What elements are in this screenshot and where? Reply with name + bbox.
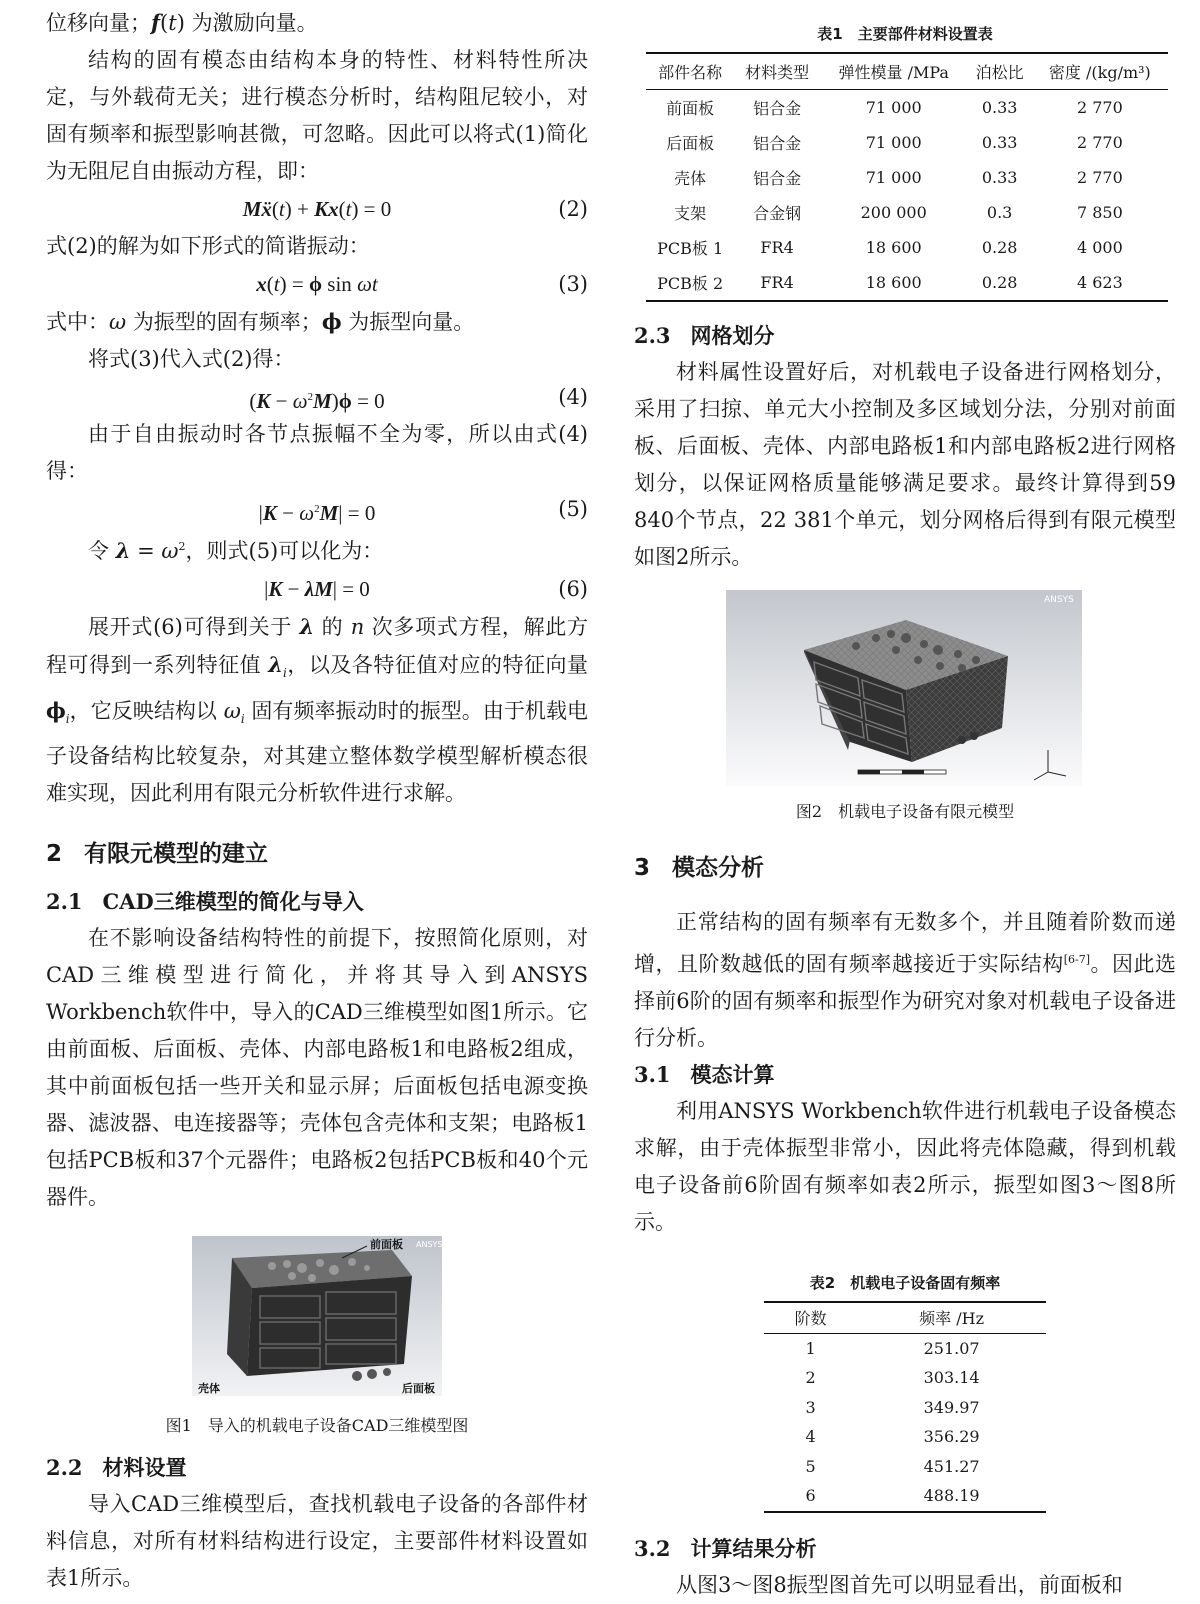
cad-model-image xyxy=(192,1236,442,1396)
table-cell: 1 xyxy=(805,1338,816,1358)
citation-ref: [6-7] xyxy=(1063,953,1091,966)
paragraph-12: 利用ANSYS Workbench软件进行机载电子设备模态求解，由于壳体振型非常小，因此将壳体隐藏，得到机载电子设备前6阶固有频率如表2所示，振型如图3～图8所示。 xyxy=(634,1099,1176,1234)
table-cell: 0.28 xyxy=(981,238,1018,257)
table-cell: 6 xyxy=(805,1486,816,1506)
label-shell: 壳体 xyxy=(198,1382,220,1396)
table-1-header: 密度 /(kg/m³) xyxy=(1048,63,1151,82)
paragraph-2: 式(2)的解为如下形式的简谐振动： xyxy=(46,234,370,258)
paragraph-10: 材料属性设置好后，对机载电子设备进行网格划分，采用了扫掠、单元大小控制及多区域划分法，分别对前面板、后面板、壳体、内部电路板1和内部电路板2进行网格划分，以保证网格质量能够满足要求。最终计算得到59 840个节点，22 381个单元，划分网格后得到有限元模型如图2所示。 xyxy=(634,360,1176,569)
table-row xyxy=(764,1452,1046,1482)
table-row xyxy=(764,1363,1046,1393)
table-cell: FR4 xyxy=(760,273,794,292)
subsection-2-2-heading: 2.2 材料设置 xyxy=(46,1455,187,1481)
table-row xyxy=(646,230,1168,265)
table-cell: PCB板 2 xyxy=(657,274,724,293)
table-cell: 71 000 xyxy=(865,168,922,187)
paragraph-6: 令 $\lambda = \omega^2$，则式(5)可以化为： xyxy=(88,538,384,563)
equation-2: Mẍ(t) + Kx(t) = 0 (2) xyxy=(242,197,588,221)
paragraph-13: 从图3～图8振型图首先可以明显看出，前面板和 xyxy=(676,1572,1123,1597)
subsection-3-1-heading: 3.1 模态计算 xyxy=(634,1062,775,1087)
equation-5: $|K - \omega^2M| = 0$ (5) xyxy=(258,497,588,525)
table-1-caption: 表1 主要部件材料设置表 xyxy=(817,25,993,43)
table-cell: 71 000 xyxy=(865,98,922,117)
section-2-heading: 2 有限元模型的建立 xyxy=(46,841,269,868)
figure-2-caption: 图2 机载电子设备有限元模型 xyxy=(795,802,1015,821)
table-cell: 0.33 xyxy=(981,133,1018,152)
table-cell: 2 xyxy=(805,1368,816,1388)
table-cell: 251.07 xyxy=(923,1338,980,1358)
table-cell: 5 xyxy=(805,1456,816,1476)
table-cell: 前面板 xyxy=(666,99,715,118)
paragraph-7: 展开式(6)可得到关于 λ 的 n 次多项式方程，解此方程可得到一系列特征值 $\lambda_i$，以及各特征值对应的特征向量 $\phi_i$，它反映结构以 $\omega_i$ 固有频率振动时的振型。由于机载电子设备结构比较复杂，对其建立整体数学模型解析模态很难实现，因此利用有限元分析软件进行求解。 xyxy=(46,614,589,806)
table-cell: PCB板 1 xyxy=(657,239,724,258)
table-cell: 0.3 xyxy=(986,203,1013,222)
table-1-header: 材料类型 xyxy=(745,63,810,82)
paragraph-4: 将式(3)代入式(2)得： xyxy=(88,347,295,371)
paragraph-1: 结构的固有模态由结构本身的特性、材料特性所决定，与外载荷无关；进行模态分析时，结构阻尼较小，对固有频率和振型影响甚微，可忽略。因此可以将式(1)简化为无阻尼自由振动方程，即： xyxy=(46,48,588,183)
paragraph-8: 在不影响设备结构特性的前提下，按照简化原则，对CAD三维模型进行简化，并将其导入到ANSYS Workbench软件中，导入的CAD三维模型如图1所示。它由前面板、后面板、壳体、内部电路板1和电路板2组成，其中前面板包括一些开关和显示屏；后面板包括电源变换器、滤波器、电连接器等；壳体包含壳体和支架；电路板1包括PCB板和37个元器件；电路板2包括PCB板和40个元器件。 xyxy=(46,926,588,1210)
subsection-2-1-heading: 2.1 CAD三维模型的简化与导入 xyxy=(46,889,364,915)
table-row xyxy=(764,1333,1046,1363)
label-front-panel: 前面板 xyxy=(370,1238,403,1252)
table-1-header: 泊松比 xyxy=(975,63,1024,82)
subsection-3-2-heading: 3.2 计算结果分析 xyxy=(634,1535,817,1561)
table-cell: 壳体 xyxy=(674,169,707,188)
equation-6: |K − λM| = 0 (6) xyxy=(264,577,588,601)
equation-4: $(K - \omega^2M)\phi = 0$ (4) xyxy=(249,385,588,413)
table-cell: 18 600 xyxy=(865,238,922,257)
table-row xyxy=(646,160,1168,195)
table-cell: 支架 xyxy=(674,204,707,223)
paragraph-intro: 位移向量；f(t) 为激励向量。 xyxy=(46,10,318,35)
table-1-header: 部件名称 xyxy=(658,63,723,82)
table-2-header-row xyxy=(764,1302,1046,1333)
table-cell: 0.33 xyxy=(981,168,1018,187)
table-1-header: 弹性模量 /MPa xyxy=(838,63,949,82)
paragraph-3: 式中：ω 为振型的固有频率；ϕ 为振型向量。 xyxy=(46,309,475,334)
table-cell: 2 770 xyxy=(1076,133,1123,152)
table-2 xyxy=(764,1301,1046,1513)
table-row xyxy=(646,125,1168,160)
table-cell: 4 623 xyxy=(1076,273,1123,292)
table-cell: 303.14 xyxy=(923,1368,980,1388)
table-cell: 356.29 xyxy=(923,1427,980,1447)
table-cell: 2 770 xyxy=(1076,98,1123,117)
figure-1-caption: 图1 导入的机载电子设备CAD三维模型图 xyxy=(165,1416,469,1436)
table-1-header-row xyxy=(646,53,1168,90)
table-cell: 0.28 xyxy=(981,273,1018,292)
figure-2 xyxy=(726,590,1082,786)
fig1-brand: ANSYS xyxy=(416,1240,442,1250)
table-cell: 0.33 xyxy=(981,98,1018,117)
paragraph-11: 正常结构的固有频率有无数多个，并且随着阶数而递增，且阶数越低的固有频率越接近于实际结构[6-7]。因此选择前6阶的固有频率和振型作为研究对象对机载电子设备进行分析。 xyxy=(634,910,1177,1050)
table-row xyxy=(646,195,1168,230)
table-cell: FR4 xyxy=(760,238,794,257)
table-cell: 349.97 xyxy=(923,1397,980,1417)
table-cell: 铝合金 xyxy=(753,99,802,118)
figure-1 xyxy=(192,1236,442,1396)
table-row xyxy=(646,265,1168,301)
table-row xyxy=(646,90,1168,126)
table-cell: 7 850 xyxy=(1076,203,1123,222)
right-column xyxy=(634,0,1176,1604)
table-row xyxy=(764,1422,1046,1452)
table-cell: 后面板 xyxy=(666,134,715,153)
table-cell: 铝合金 xyxy=(753,134,802,153)
table-2-header: 频率 /Hz xyxy=(919,1309,985,1329)
table-cell: 2 770 xyxy=(1076,168,1123,187)
subsection-2-3-heading: 2.3 网格划分 xyxy=(634,323,775,348)
paragraph-9: 导入CAD三维模型后，查找机载电子设备的各部件材料信息，对所有材料结构进行设定，主要部件材料设置如表1所示。 xyxy=(46,1492,588,1591)
left-column xyxy=(46,0,588,1597)
table-2-header: 阶数 xyxy=(794,1309,827,1329)
table-cell: 4 000 xyxy=(1076,238,1123,257)
fig2-brand: ANSYS xyxy=(1044,595,1074,605)
table-1 xyxy=(646,52,1168,302)
table-2-caption: 表2 机载电子设备固有频率 xyxy=(809,1274,1001,1292)
paragraph-5: 由于自由振动时各节点振幅不全为零，所以由式(4)得： xyxy=(46,422,588,483)
table-cell: 3 xyxy=(805,1397,816,1417)
section-3-heading: 3 模态分析 xyxy=(634,855,765,881)
table-row xyxy=(764,1481,1046,1512)
table-cell: 71 000 xyxy=(865,133,922,152)
label-back-panel: 后面板 xyxy=(402,1382,435,1396)
equation-3: x(t) = ϕ sin ωt (3) xyxy=(256,272,588,296)
table-cell: 488.19 xyxy=(923,1486,980,1506)
table-cell: 18 600 xyxy=(865,273,922,292)
table-cell: 451.27 xyxy=(923,1456,980,1476)
table-cell: 合金钢 xyxy=(753,204,802,223)
table-cell: 200 000 xyxy=(860,203,927,222)
table-row xyxy=(764,1393,1046,1423)
fem-model-image xyxy=(726,590,1082,786)
table-cell: 4 xyxy=(805,1427,816,1447)
table-cell: 铝合金 xyxy=(753,169,802,188)
